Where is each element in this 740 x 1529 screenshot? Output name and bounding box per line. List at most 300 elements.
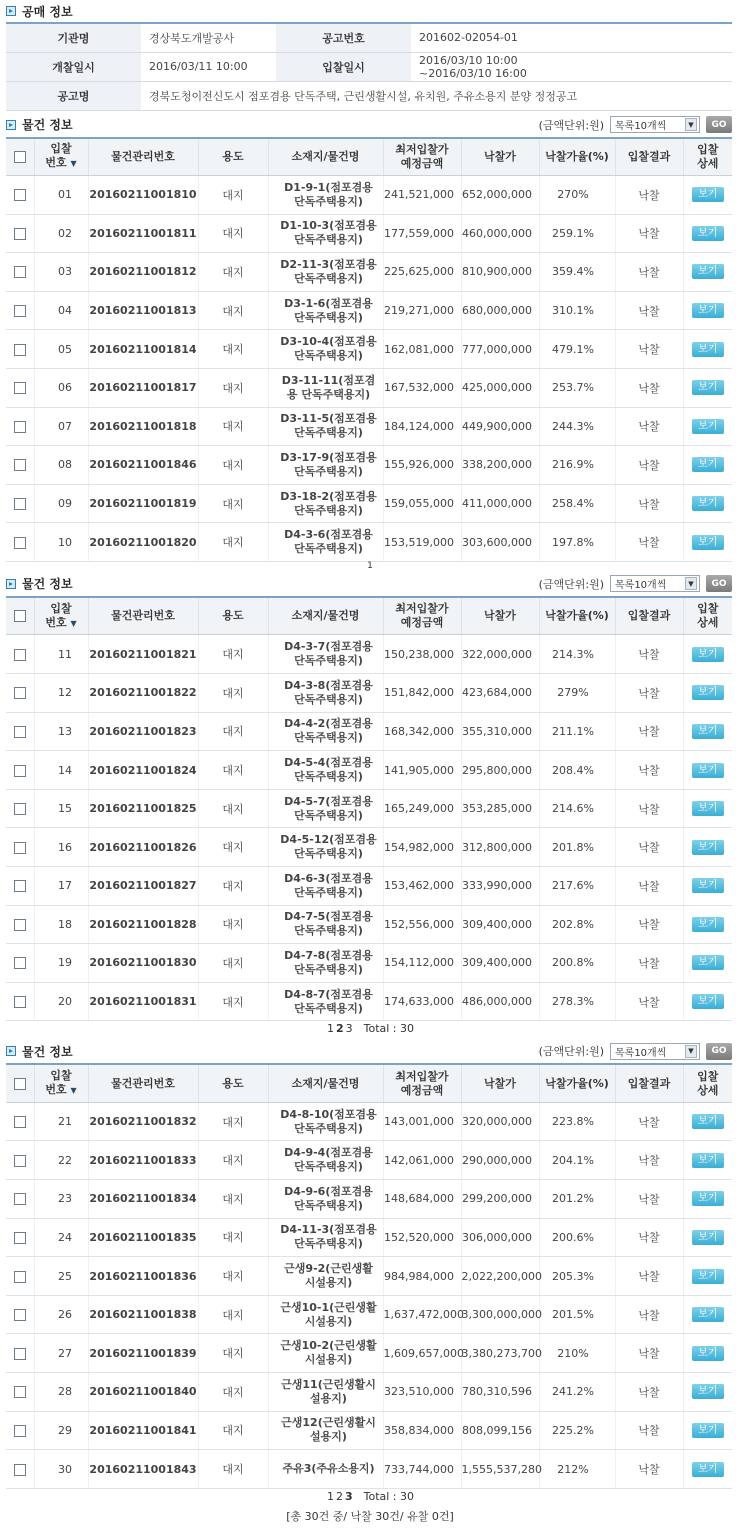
select-all-header [6,138,34,176]
amount-unit: (금액단위:원) [538,1045,604,1059]
sort-desc-icon[interactable]: ▼ [70,159,77,169]
winning-rate-cell: 201.2% [539,1180,615,1219]
location-cell: D4-7-8(점포겸용 단독주택용지) [268,944,383,983]
list-toolbar [0,113,740,137]
location-cell: D4-3-6(점포겸용 단독주택용지) [268,523,383,562]
org-value: 경상북도개발공사 [141,23,276,52]
winning-rate-cell: 258.4% [539,484,615,523]
mgmt-no-link[interactable]: 20160211001833 [88,1141,198,1180]
use-cell: 대지 [198,751,268,790]
notice-label: 공고명 [6,81,141,110]
notice-no-value: 201602-02054-01 [411,23,732,52]
min-price-cell: 154,982,000 [383,828,461,867]
mgmt-no-link[interactable]: 20160211001832 [88,1102,198,1141]
min-price-cell: 159,055,000 [383,484,461,523]
mgmt-no-link[interactable]: 20160211001846 [88,446,198,485]
location-cell: D3-11-5(점포겸용 단독주택용지) [268,407,383,446]
mgmt-no-link[interactable]: 20160211001819 [88,484,198,523]
winning-rate-cell: 244.3% [539,407,615,446]
bid-no: 23 [34,1180,88,1219]
page-link-2[interactable]: 2 [335,1022,344,1036]
view-detail-button[interactable]: 보기 [692,917,724,932]
view-detail-button[interactable]: 보기 [692,801,724,816]
winning-rate-cell: 259.1% [539,214,615,253]
view-detail-button[interactable]: 보기 [692,226,724,241]
row-select-cell [6,867,34,906]
row-checkbox[interactable] [14,919,26,931]
row-checkbox[interactable] [14,726,26,738]
use-cell: 대지 [198,523,268,562]
row-checkbox[interactable] [14,1348,26,1360]
use-cell: 대지 [198,867,268,906]
mgmt-no-link[interactable]: 20160211001812 [88,253,198,292]
use-cell: 대지 [198,1102,268,1141]
page-size-select[interactable]: 목록10개씩 ▼ [610,575,700,592]
detail-cell [683,1411,732,1450]
winning-price-cell: 333,990,000 [461,867,539,906]
table-row [6,484,732,523]
min-price-cell: 1,637,472,000 [383,1295,461,1334]
winning-price-cell: 3,380,273,700 [461,1334,539,1373]
col-detail: 입찰 상세 [683,597,732,635]
row-checkbox[interactable] [14,1193,26,1205]
list-toolbar [0,1039,740,1063]
winning-rate-cell: 310.1% [539,291,615,330]
select-all-checkbox[interactable] [14,1078,26,1090]
row-checkbox[interactable] [14,421,26,433]
winning-rate-cell: 210% [539,1334,615,1373]
detail-cell [683,523,732,562]
view-detail-button[interactable]: 보기 [692,1346,724,1361]
winning-price-cell: 322,000,000 [461,635,539,674]
use-cell: 대지 [198,330,268,369]
mgmt-no-link[interactable]: 20160211001831 [88,982,198,1021]
winning-rate-cell: 223.8% [539,1102,615,1141]
row-select-cell [6,982,34,1021]
page-link-1[interactable]: 1 [326,1022,334,1036]
bid-no: 24 [34,1218,88,1257]
row-checkbox[interactable] [14,382,26,394]
auction-info-table [6,22,732,111]
go-button[interactable]: GO [706,1043,732,1060]
winning-rate-cell: 270% [539,176,615,215]
view-detail-button[interactable]: 보기 [692,878,724,893]
row-checkbox[interactable] [14,842,26,854]
mgmt-no-link[interactable]: 20160211001834 [88,1180,198,1219]
mgmt-no-link[interactable]: 20160211001810 [88,176,198,215]
location-cell: D4-11-3(점포겸용 단독주택용지) [268,1218,383,1257]
table-row [6,867,732,906]
row-checkbox[interactable] [14,649,26,661]
winning-rate-cell: 197.8% [539,523,615,562]
detail-cell [683,1334,732,1373]
view-detail-button[interactable]: 보기 [692,187,724,202]
use-cell: 대지 [198,291,268,330]
row-checkbox[interactable] [14,1309,26,1321]
bid-no: 21 [34,1102,88,1141]
min-price-cell: 167,532,000 [383,368,461,407]
open-label: 개찰일시 [6,52,141,81]
result-cell: 낙찰 [615,751,683,790]
mgmt-no-link[interactable]: 20160211001836 [88,1257,198,1296]
page-size-select[interactable]: 목록10개씩 ▼ [610,116,700,133]
col-min-price: 최저입찰가 예정금액 [383,597,461,635]
row-select-cell [6,1295,34,1334]
view-detail-button[interactable]: 보기 [692,496,724,511]
bid-no: 08 [34,446,88,485]
mgmt-no-link[interactable]: 20160211001818 [88,407,198,446]
row-checkbox[interactable] [14,305,26,317]
winning-rate-cell: 214.3% [539,635,615,674]
view-detail-button[interactable]: 보기 [692,685,724,700]
detail-cell [683,1450,732,1489]
winning-price-cell: 449,900,000 [461,407,539,446]
use-cell: 대지 [198,1218,268,1257]
result-cell: 낙찰 [615,1411,683,1450]
bid-no: 19 [34,944,88,983]
view-detail-button[interactable]: 보기 [692,303,724,318]
detail-cell [683,253,732,292]
mgmt-no-link[interactable]: 20160211001825 [88,789,198,828]
row-select-cell [6,944,34,983]
pager [0,562,740,570]
view-detail-button[interactable]: 보기 [692,1230,724,1245]
pager [0,1489,740,1505]
table-row [6,982,732,1021]
use-cell: 대지 [198,982,268,1021]
view-detail-button[interactable]: 보기 [692,763,724,778]
winning-price-cell: 652,000,000 [461,176,539,215]
row-checkbox[interactable] [14,1386,26,1398]
chevron-down-icon: ▼ [685,118,697,131]
winning-price-cell: 320,000,000 [461,1102,539,1141]
row-select-cell [6,407,34,446]
mgmt-no-link[interactable]: 20160211001843 [88,1450,198,1489]
sort-desc-icon[interactable]: ▼ [70,1086,77,1096]
page-size-select[interactable]: 목록10개씩 ▼ [610,1043,700,1060]
table-row [6,905,732,944]
page-link-3[interactable]: 3 [345,1022,353,1036]
location-cell: D4-4-2(점포겸용 단독주택용지) [268,712,383,751]
table-row [6,1411,732,1450]
bid-no: 18 [34,905,88,944]
use-cell: 대지 [198,789,268,828]
col-winning-price: 낙찰가 [461,138,539,176]
select-all-checkbox[interactable] [14,610,26,622]
row-checkbox[interactable] [14,228,26,240]
row-select-cell [6,674,34,713]
location-cell: 근생12(근린생활시 설용지) [268,1411,383,1450]
result-cell: 낙찰 [615,1257,683,1296]
location-cell: D4-8-10(점포겸용 단독주택용지) [268,1102,383,1141]
table-row [6,446,732,485]
result-summary: [총 30건 중/ 낙찰 30건/ 유찰 0건] [286,1509,454,1523]
bid-no: 27 [34,1334,88,1373]
table-row [6,635,732,674]
row-select-cell [6,1218,34,1257]
view-detail-button[interactable]: 보기 [692,419,724,434]
view-detail-button[interactable]: 보기 [692,342,724,357]
detail-cell [683,1257,732,1296]
winning-price-cell: 423,684,000 [461,674,539,713]
view-detail-button[interactable]: 보기 [692,380,724,395]
result-cell: 낙찰 [615,982,683,1021]
view-detail-button[interactable]: 보기 [692,457,724,472]
result-cell: 낙찰 [615,253,683,292]
min-price-cell: 153,519,000 [383,523,461,562]
result-cell: 낙찰 [615,1141,683,1180]
view-detail-button[interactable]: 보기 [692,840,724,855]
page-link-3[interactable]: 3 [344,1489,353,1503]
table-row [6,176,732,215]
col-use: 용도 [198,138,268,176]
mgmt-no-link[interactable]: 20160211001826 [88,828,198,867]
use-cell: 대지 [198,1334,268,1373]
table-row [6,214,732,253]
mgmt-no-link[interactable]: 20160211001827 [88,867,198,906]
min-price-cell: 358,834,000 [383,1411,461,1450]
view-detail-button[interactable]: 보기 [692,1191,724,1206]
location-cell: 근생10-2(근린생활 시설용지) [268,1334,383,1373]
view-detail-button[interactable]: 보기 [692,1269,724,1284]
bid-no: 13 [34,712,88,751]
winning-rate-cell: 212% [539,1450,615,1489]
row-select-cell [6,828,34,867]
winning-rate-cell: 359.4% [539,253,615,292]
section-arrow-icon [6,579,16,589]
result-cell: 낙찰 [615,176,683,215]
bid-no: 16 [34,828,88,867]
min-price-cell: 151,842,000 [383,674,461,713]
use-cell: 대지 [198,905,268,944]
use-cell: 대지 [198,484,268,523]
min-price-cell: 984,984,000 [383,1257,461,1296]
result-cell: 낙찰 [615,291,683,330]
mgmt-no-link[interactable]: 20160211001817 [88,368,198,407]
row-checkbox[interactable] [14,996,26,1008]
mgmt-no-link[interactable]: 20160211001822 [88,674,198,713]
min-price-cell: 143,001,000 [383,1102,461,1141]
mgmt-no-link[interactable]: 20160211001841 [88,1411,198,1450]
result-cell: 낙찰 [615,330,683,369]
use-cell: 대지 [198,828,268,867]
use-cell: 대지 [198,1295,268,1334]
min-price-cell: 148,684,000 [383,1180,461,1219]
bid-no: 17 [34,867,88,906]
mgmt-no-link[interactable]: 20160211001824 [88,751,198,790]
bid-no: 28 [34,1373,88,1412]
view-detail-button[interactable]: 보기 [692,264,724,279]
row-checkbox[interactable] [14,1116,26,1128]
bid-no: 03 [34,253,88,292]
item-list-table [6,137,732,562]
use-cell: 대지 [198,176,268,215]
table-row [6,291,732,330]
winning-price-cell: 1,555,537,280 [461,1450,539,1489]
min-price-cell: 241,521,000 [383,176,461,215]
view-detail-button[interactable]: 보기 [692,1307,724,1322]
location-cell: D3-1-6(점포겸용 단독주택용지) [268,291,383,330]
winning-price-cell: 680,000,000 [461,291,539,330]
mgmt-no-link[interactable]: 20160211001820 [88,523,198,562]
go-button[interactable]: GO [706,575,732,592]
table-row [6,1373,732,1412]
select-all-header [6,597,34,635]
view-detail-button[interactable]: 보기 [692,994,724,1009]
bid-no: 06 [34,368,88,407]
mgmt-no-link[interactable]: 20160211001838 [88,1295,198,1334]
row-select-cell [6,635,34,674]
row-select-cell [6,1411,34,1450]
col-bid-no[interactable]: 입찰 번호 ▼ [34,138,88,176]
row-select-cell [6,253,34,292]
row-checkbox[interactable] [14,765,26,777]
row-select-cell [6,1180,34,1219]
location-cell: 근생11(근린생활시 설용지) [268,1373,383,1412]
winning-price-cell: 309,400,000 [461,905,539,944]
sort-desc-icon[interactable]: ▼ [70,618,77,628]
view-detail-button[interactable]: 보기 [692,1114,724,1129]
detail-cell [683,982,732,1021]
page-link-1[interactable]: 1 [326,1489,334,1503]
col-mgmt-no: 물건관리번호 [88,138,198,176]
location-cell: D4-7-5(점포겸용 단독주택용지) [268,905,383,944]
col-mgmt-no: 물건관리번호 [88,597,198,635]
select-all-checkbox[interactable] [14,151,26,163]
winning-price-cell: 306,000,000 [461,1218,539,1257]
mgmt-no-link[interactable]: 20160211001811 [88,214,198,253]
view-detail-button[interactable]: 보기 [692,1423,724,1438]
chevron-down-icon: ▼ [685,577,697,590]
row-checkbox[interactable] [14,687,26,699]
result-cell: 낙찰 [615,407,683,446]
item-list-table [6,596,732,1021]
mgmt-no-link[interactable]: 20160211001814 [88,330,198,369]
row-checkbox[interactable] [14,189,26,201]
bid-no: 02 [34,214,88,253]
row-checkbox[interactable] [14,803,26,815]
min-price-cell: 177,559,000 [383,214,461,253]
row-checkbox[interactable] [14,1425,26,1437]
mgmt-no-link[interactable]: 20160211001821 [88,635,198,674]
col-location: 소재지/물건명 [268,1064,383,1102]
view-detail-button[interactable]: 보기 [692,647,724,662]
view-detail-button[interactable]: 보기 [692,724,724,739]
result-cell: 낙찰 [615,944,683,983]
row-checkbox[interactable] [14,880,26,892]
page-link-2[interactable]: 2 [335,1489,343,1503]
row-checkbox[interactable] [14,957,26,969]
bid-no: 14 [34,751,88,790]
view-detail-button[interactable]: 보기 [692,955,724,970]
view-detail-button[interactable]: 보기 [692,535,724,550]
detail-cell [683,1141,732,1180]
row-checkbox[interactable] [14,344,26,356]
row-checkbox[interactable] [14,1271,26,1283]
bid-no: 05 [34,330,88,369]
winning-rate-cell: 200.8% [539,944,615,983]
table-row [6,828,732,867]
col-bid-no[interactable]: 입찰 번호 ▼ [34,597,88,635]
row-select-cell [6,712,34,751]
view-detail-button[interactable]: 보기 [692,1384,724,1399]
winning-price-cell: 411,000,000 [461,484,539,523]
row-checkbox[interactable] [14,537,26,549]
go-button[interactable]: GO [706,116,732,133]
location-cell: D3-18-2(점포겸용 단독주택용지) [268,484,383,523]
section-arrow-icon [6,6,16,16]
location-cell: D1-9-1(점포겸용 단독주택용지) [268,176,383,215]
mgmt-no-link[interactable]: 20160211001828 [88,905,198,944]
use-cell: 대지 [198,214,268,253]
view-detail-button[interactable]: 보기 [692,1462,724,1477]
row-checkbox[interactable] [14,1155,26,1167]
col-winning-price: 낙찰가 [461,597,539,635]
bid-no: 15 [34,789,88,828]
use-cell: 대지 [198,1141,268,1180]
winning-price-cell: 295,800,000 [461,751,539,790]
row-checkbox[interactable] [14,1232,26,1244]
section-arrow-icon [6,120,16,130]
result-cell: 낙찰 [615,368,683,407]
winning-rate-cell: 208.4% [539,751,615,790]
location-cell: D4-3-7(점포겸용 단독주택용지) [268,635,383,674]
col-detail: 입찰 상세 [683,138,732,176]
mgmt-no-link[interactable]: 20160211001840 [88,1373,198,1412]
winning-price-cell: 777,000,000 [461,330,539,369]
view-detail-button[interactable]: 보기 [692,1153,724,1168]
chevron-down-icon: ▼ [685,1045,697,1058]
mgmt-no-link[interactable]: 20160211001830 [88,944,198,983]
min-price-cell: 165,249,000 [383,789,461,828]
winning-rate-cell: 279% [539,674,615,713]
use-cell: 대지 [198,635,268,674]
bid-no: 12 [34,674,88,713]
result-cell: 낙찰 [615,1102,683,1141]
auction-info-title: 공매 정보 [0,0,740,22]
bid-no: 04 [34,291,88,330]
mgmt-no-link[interactable]: 20160211001835 [88,1218,198,1257]
row-checkbox[interactable] [14,266,26,278]
winning-rate-cell: 217.6% [539,867,615,906]
col-bid-no[interactable]: 입찰 번호 ▼ [34,1064,88,1102]
min-price-cell: 168,342,000 [383,712,461,751]
winning-rate-cell: 216.9% [539,446,615,485]
detail-cell [683,1218,732,1257]
row-checkbox[interactable] [14,498,26,510]
winning-price-cell: 460,000,000 [461,214,539,253]
result-cell: 낙찰 [615,1373,683,1412]
location-cell: D4-5-12(점포겸용 단독주택용지) [268,828,383,867]
row-checkbox[interactable] [14,459,26,471]
col-winning-price: 낙찰가 [461,1064,539,1102]
location-cell: 근생9-2(근린생활 시설용지) [268,1257,383,1296]
result-cell: 낙찰 [615,1218,683,1257]
bid-no: 30 [34,1450,88,1489]
winning-rate-cell: 225.2% [539,1411,615,1450]
bid-label: 입찰일시 [276,52,411,81]
notice-value: 경북도청이전신도시 점포겸용 단독주택, 근린생활시설, 유치원, 주유소용지 분양 정정공고 [141,81,732,110]
mgmt-no-link[interactable]: 20160211001823 [88,712,198,751]
table-row [6,1450,732,1489]
open-value: 2016/03/11 10:00 [141,52,276,81]
detail-cell [683,828,732,867]
mgmt-no-link[interactable]: 20160211001839 [88,1334,198,1373]
page-link[interactable]: 1 [367,560,373,571]
location-cell: D3-10-4(점포겸용 단독주택용지) [268,330,383,369]
row-checkbox[interactable] [14,1464,26,1476]
mgmt-no-link[interactable]: 20160211001813 [88,291,198,330]
